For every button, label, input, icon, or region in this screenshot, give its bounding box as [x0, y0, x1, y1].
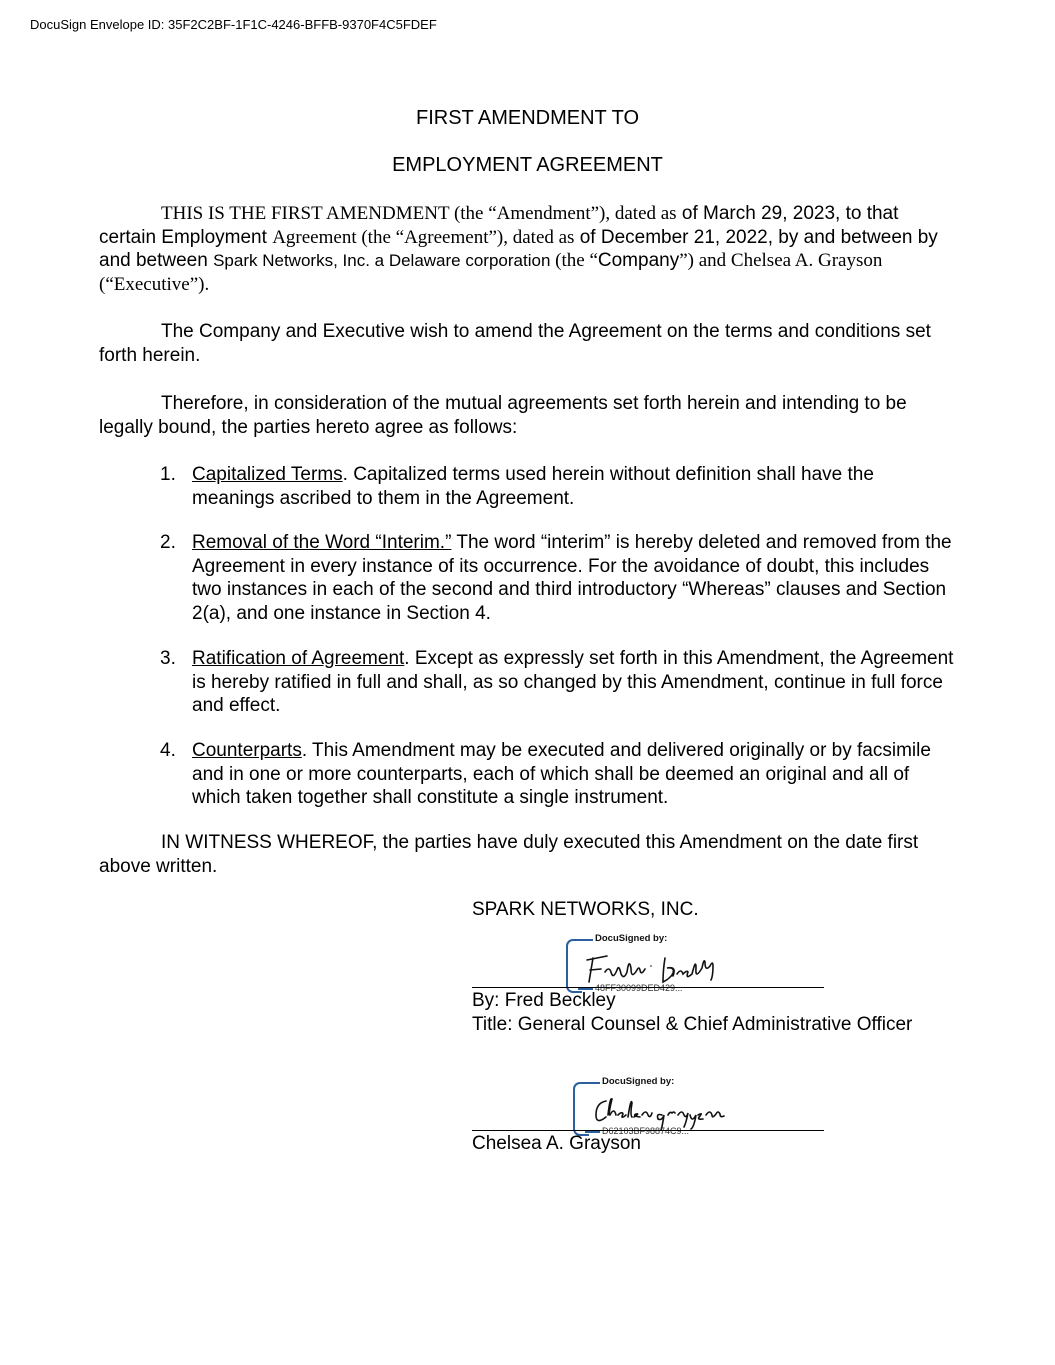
docusign-bracket-icon: [573, 1082, 589, 1136]
document-title-line1: FIRST AMENDMENT TO: [416, 107, 639, 129]
section-heading: Removal of the Word “Interim.”: [192, 532, 452, 553]
section-item: 3. Ratification of Agreement. Except as expressly set forth in this Amendment, the Agreement is hereby ratified in full and shall, as so changed by this Amendment, continue in full force and effect.: [160, 648, 954, 717]
signature-frederic-beckley: [583, 948, 743, 988]
section-heading: Ratification of Agreement: [192, 648, 405, 669]
section-item: 1. Capitalized Terms. Capitalized terms used herein without definition shall have the meanings ascribed to them in the Agreement.: [160, 464, 874, 509]
company-name: SPARK NETWORKS, INC.: [472, 899, 699, 920]
docusign-envelope-id: DocuSign Envelope ID: 35F2C2BF-1F1C-4246-BFFB-9370F4C5FDEF: [30, 17, 437, 32]
docusign-bracket-icon: [566, 939, 582, 993]
document-title-line2: EMPLOYMENT AGREEMENT: [392, 154, 663, 176]
consideration-paragraph: Therefore, in consideration of the mutual agreements set forth herein and intending to be legally bound, the parties hereto agree as follows:: [99, 393, 907, 438]
purpose-paragraph: The Company and Executive wish to amend the Agreement on the terms and conditions set forth herein.: [99, 321, 931, 366]
signature-text: Frederic Beckley: [587, 986, 595, 987]
signature-chelsea-grayson: [590, 1091, 750, 1131]
intro-paragraph: THIS IS THE FIRST AMENDMENT (the “Amendment”), dated as of March 29, 2023, to that certain Employment Agreement (the “Agreement”), dated as of December 21, 2022, by and between by and between Spark Networks, Inc. a Delaware corporation (the “Company”) and Chelsea A. Grayson (“Executive”).: [99, 203, 938, 295]
section-heading: Capitalized Terms: [192, 464, 343, 485]
docusigned-label: DocuSigned by:: [595, 933, 668, 944]
signer-name: By: Fred Beckley: [472, 990, 616, 1011]
docusign-id: 48FF30099DED429...: [595, 983, 683, 993]
section-heading: Counterparts: [192, 740, 302, 761]
section-item: 4. Counterparts. This Amendment may be executed and delivered originally or by facsimile and in one or more counterparts, each of which shall be deemed an original and all of which taken together shall constitute a single instrument.: [160, 740, 931, 809]
signature-text: Chelsea grayson: [594, 1129, 602, 1130]
signature-line-company: [472, 987, 824, 988]
docusigned-label: DocuSigned by:: [602, 1076, 675, 1087]
signature-line-executive: [472, 1130, 824, 1131]
executive-name: Chelsea A. Grayson: [472, 1133, 641, 1154]
section-item: 2. Removal of the Word “Interim.” The word “interim” is hereby deleted and removed from the Agreement in every instance of its occurrence. For the avoidance of doubt, this includes two instances in each of the second and third introductory “Whereas” clauses and Section 2(a), and one instance in Section 4.: [160, 532, 952, 624]
witness-paragraph: IN WITNESS WHEREOF, the parties have duly executed this Amendment on the date first above written.: [99, 832, 919, 877]
docusign-id: D62103BF98874C9...: [602, 1126, 690, 1136]
signer-title: Title: General Counsel & Chief Administrative Officer: [472, 1014, 913, 1035]
